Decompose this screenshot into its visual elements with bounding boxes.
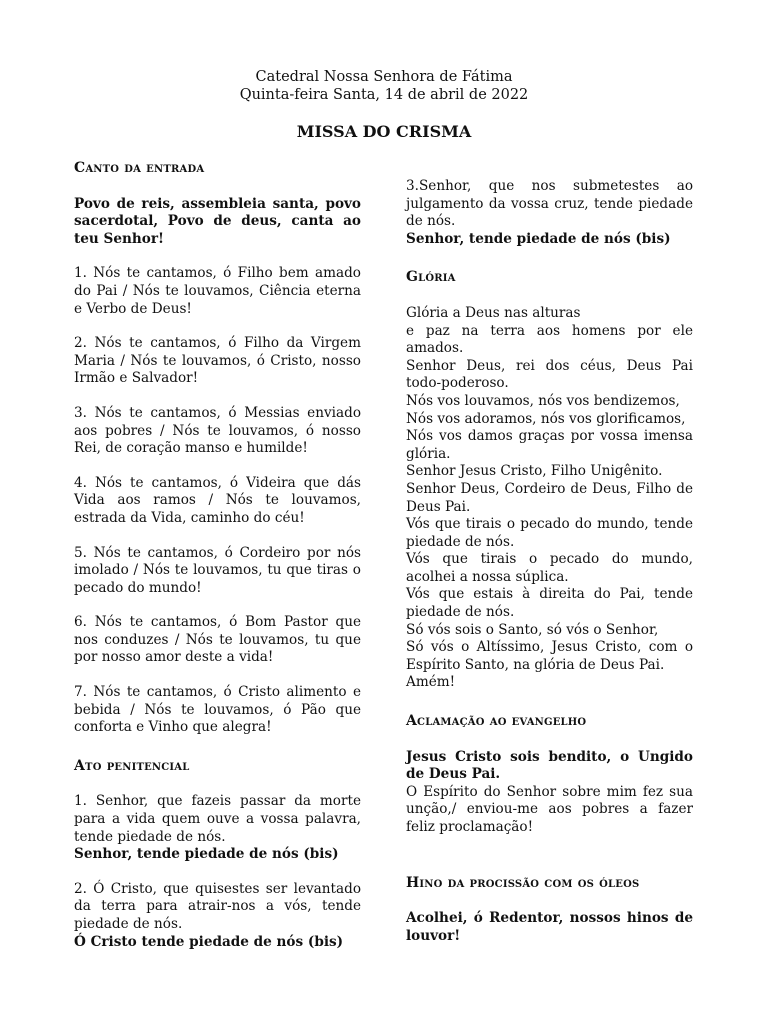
- gloria-line: Glória a Deus nas alturas: [406, 304, 581, 321]
- gloria-line: Vós que tirais o pecado do mundo, acolhei a nossa súplica.: [406, 551, 693, 585]
- page-title: MISSA DO CRISMA: [296, 122, 472, 141]
- gloria-line: Só vós sois o Santo, só vós o Senhor,: [406, 621, 659, 638]
- gloria-line: Vós que estais à direita do Pai, tende piedade de nós.: [406, 586, 693, 621]
- section-heading-aclamacao: Aclamação ao evangelho: [406, 713, 587, 730]
- gloria-text: [406, 305, 693, 692]
- ato-response: Ó Cristo tende piedade de nós (bis): [74, 933, 344, 950]
- section-heading-canto: Canto da entrada: [74, 160, 205, 176]
- header-date: Quinta-feira Santa, 14 de abril de 2022: [239, 87, 529, 103]
- gloria-line: Nós vos louvamos, nós vos bendizemos,: [406, 392, 680, 409]
- section-heading-ato: Ato penitencial: [74, 757, 190, 774]
- aclamacao-refrain: Jesus Cristo sois bendito, o Ungido de Deus Pai.: [406, 748, 693, 783]
- canto-verse: 2. Nós te cantamos, ó Filho da Virgem Maria / Nós te louvamos, ó Cristo, nosso Irmão e Salvador!: [74, 335, 361, 387]
- canto-verse: 5. Nós te cantamos, ó Cordeiro por nós imolado / Nós te louvamos, tu que tiras o pecado do mundo!: [74, 544, 361, 596]
- ato-invocation: 2. Ó Cristo, que quisestes ser levantado da terra para atrair-nos a vós, tende piedade de nós.: [74, 880, 361, 932]
- canto-verse: 6. Nós te cantamos, ó Bom Pastor que nos conduzes / Nós te louvamos, tu que por nosso amor deste a vida!: [74, 614, 361, 666]
- aclamacao-text: O Espírito do Senhor sobre mim fez sua unção,/ enviou-me aos pobres a fazer feliz proclamação!: [406, 783, 693, 835]
- gloria-line: Nós vos adoramos, nós vos glorificamos,: [406, 410, 686, 427]
- right-column: [406, 178, 693, 945]
- gloria-line: e paz na terra aos homens por ele amados.: [406, 322, 693, 357]
- canto-refrain: Povo de reis, assembleia santa, povo sacerdotal, Povo de deus, canta ao teu Senhor!: [74, 195, 361, 247]
- canto-verse: 7. Nós te cantamos, ó Cristo alimento e bebida / Nós te louvamos, ó Pão que conforta e Vinho que alegra!: [74, 684, 361, 736]
- hino-refrain: Acolhei, ó Redentor, nossos hinos de louvor!: [406, 910, 693, 944]
- gloria-line: Nós vos damos graças por vossa imensa glória.: [406, 428, 693, 462]
- canto-verse: 1. Nós te cantamos, ó Filho bem amado do Pai / Nós te louvamos, Ciência eterna e Verbo de Deus!: [74, 265, 361, 317]
- section-heading-hino: Hino da procissão com os óleos: [406, 874, 640, 891]
- left-column: [74, 160, 361, 951]
- gloria-line: Senhor Deus, rei dos céus, Deus Pai todo-poderoso.: [406, 357, 693, 392]
- document-header: [0, 68, 768, 104]
- ato-response: Senhor, tende piedade de nós (bis): [74, 846, 339, 863]
- gloria-line: Só vós o Altíssimo, Jesus Cristo, com o Espírito Santo, na glória de Deus Pai.: [406, 639, 693, 673]
- header-cathedral: Catedral Nossa Senhora de Fátima: [255, 69, 513, 85]
- gloria-line: Senhor Deus, Cordeiro de Deus, Filho de Deus Pai.: [406, 480, 693, 515]
- gloria-line: Vós que tirais o pecado do mundo, tende piedade de nós.: [406, 516, 693, 550]
- canto-verse: 3. Nós te cantamos, ó Messias enviado aos pobres / Nós te louvamos, ó nosso Rei, de coração manso e humilde!: [74, 404, 361, 457]
- ato-invocation: 1. Senhor, que fazeis passar da morte para a vida quem ouve a vossa palavra, tende piedade de nós.: [74, 793, 361, 845]
- gloria-line: Senhor Jesus Cristo, Filho Unigênito.: [406, 463, 663, 480]
- ato-response: Senhor, tende piedade de nós (bis): [406, 230, 671, 247]
- canto-verse: 4. Nós te cantamos, ó Videira que dás Vida aos ramos / Nós te louvamos, estrada da Vida, caminho do céu!: [74, 474, 361, 526]
- section-heading-gloria: Glória: [406, 269, 456, 286]
- ato-invocation: 3.Senhor, que nos submetestes ao julgamento da vossa cruz, tende piedade de nós.: [406, 178, 693, 230]
- gloria-line: Amém!: [406, 674, 456, 691]
